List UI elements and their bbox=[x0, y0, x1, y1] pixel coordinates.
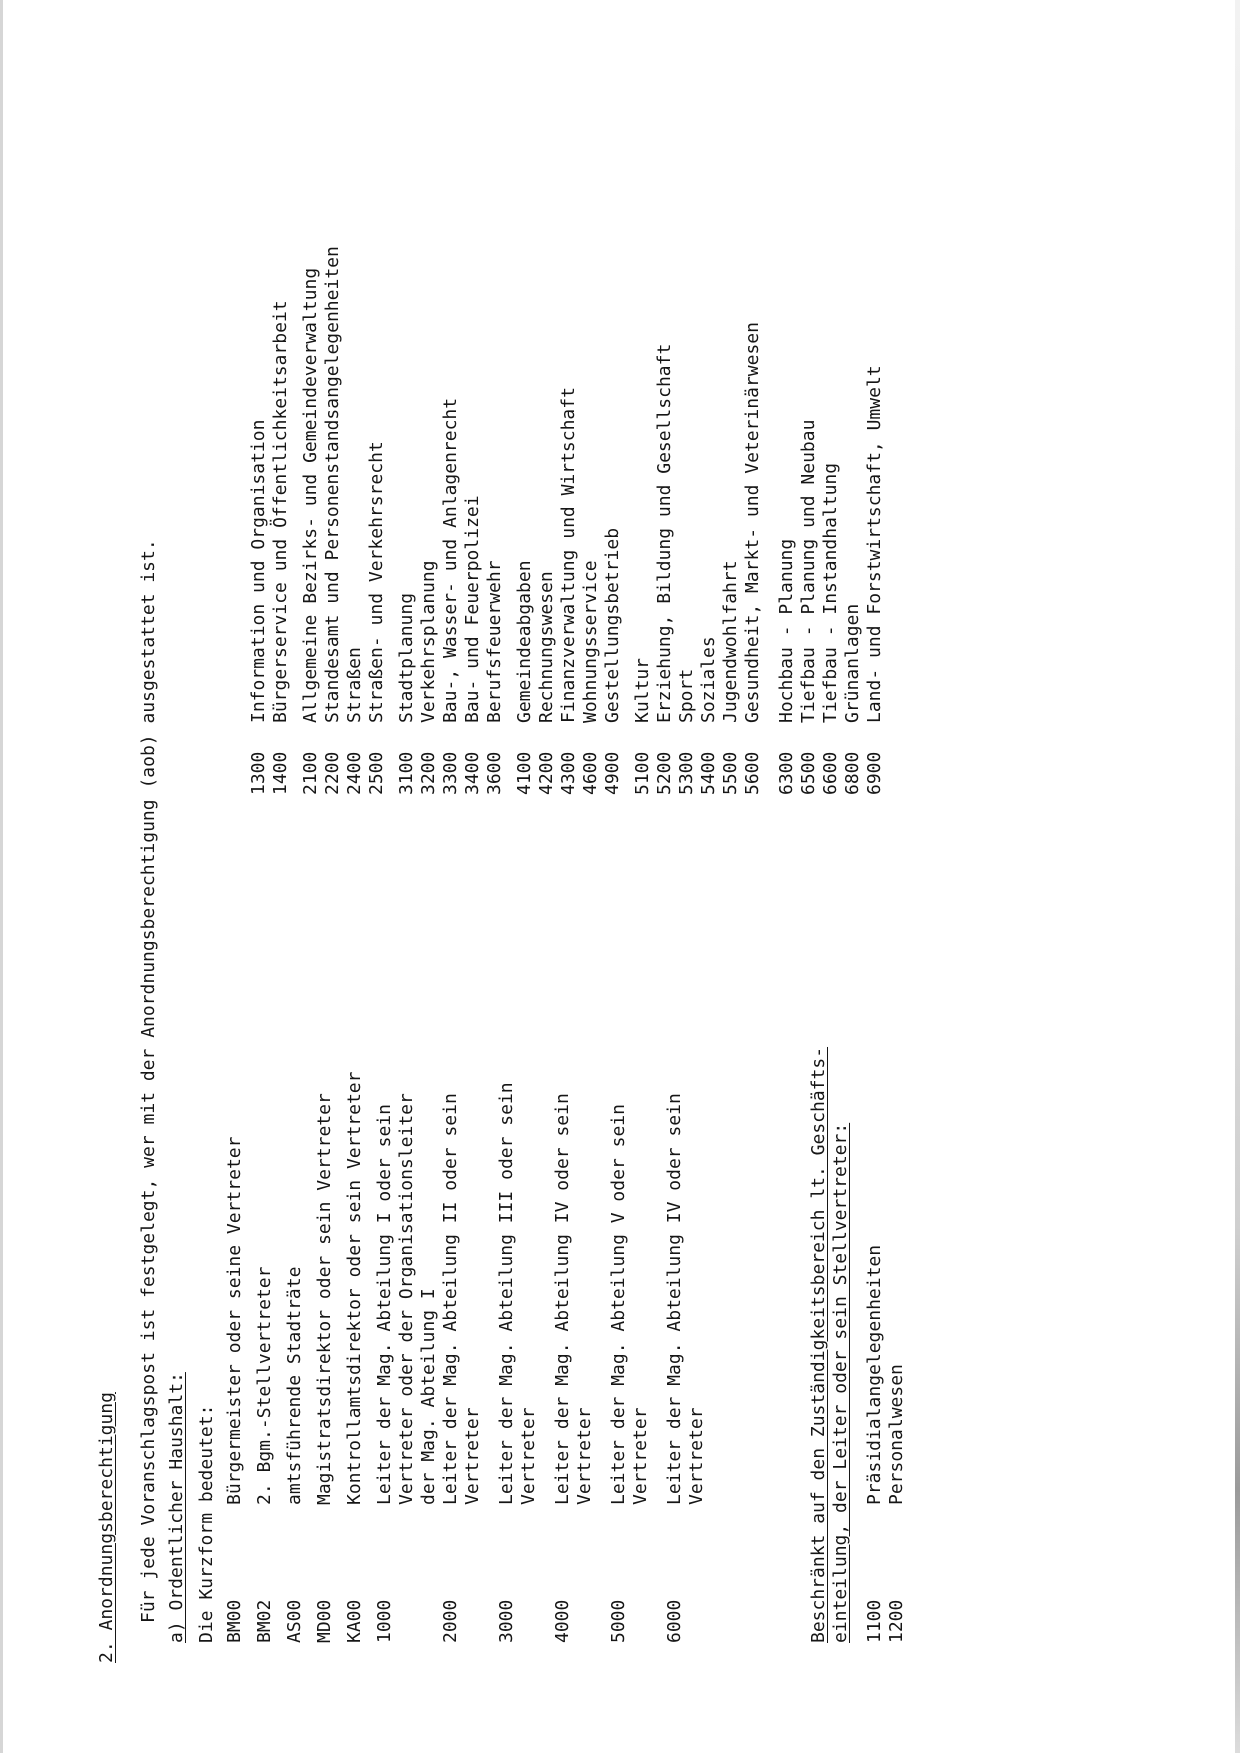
department-description: Tiefbau - Instandhaltung bbox=[820, 462, 841, 723]
department-code: 1400 bbox=[270, 751, 291, 795]
department-description: Straßen- und Verkehrsrecht bbox=[366, 441, 387, 723]
department-code: 4600 bbox=[580, 751, 601, 795]
abbreviation-description: Vertreter bbox=[462, 1407, 483, 1505]
abbreviation-code: AS00 bbox=[284, 1599, 305, 1643]
department-code: 5500 bbox=[720, 751, 741, 795]
department-code: 4300 bbox=[558, 751, 579, 795]
section-heading: 2. Anordnungsberechtigung bbox=[96, 1392, 117, 1663]
department-code: 3400 bbox=[462, 751, 483, 795]
department-code: 5600 bbox=[742, 751, 763, 795]
department-description: Verkehrsplanung bbox=[418, 560, 439, 723]
intro-paragraph: Für jede Voranschlagspost ist festgelegt, wer mit der Anordnungsberechtigung (aob) ausgestattet ist. bbox=[138, 539, 159, 1623]
department-code: 4100 bbox=[514, 751, 535, 795]
restricted-code: 1200 bbox=[886, 1599, 907, 1643]
abbreviation-code: 5000 bbox=[608, 1599, 629, 1643]
restricted-description: Personalwesen bbox=[886, 1364, 907, 1505]
abbreviation-description: Vertreter bbox=[686, 1407, 707, 1505]
abbreviation-code: 1000 bbox=[374, 1599, 395, 1643]
abbreviation-description: Vertreter bbox=[574, 1407, 595, 1505]
department-code: 2400 bbox=[344, 751, 365, 795]
department-description: Kultur bbox=[632, 657, 653, 723]
department-description: Wohnungsservice bbox=[580, 560, 601, 723]
department-code: 6800 bbox=[842, 751, 863, 795]
abbreviation-description: Vertreter bbox=[630, 1407, 651, 1505]
abbreviation-code: BM00 bbox=[224, 1599, 245, 1643]
department-code: 6900 bbox=[864, 751, 885, 795]
department-description: Grünanlagen bbox=[842, 603, 863, 723]
department-code: 3200 bbox=[418, 751, 439, 795]
restricted-heading-line-2: einteilung, der Leiter oder sein Stellvertreter: bbox=[830, 1122, 851, 1643]
department-description: Gemeindeabgaben bbox=[514, 560, 535, 723]
department-description: Stadtplanung bbox=[396, 592, 417, 723]
department-description: Straßen bbox=[344, 647, 365, 723]
department-code: 5100 bbox=[632, 751, 653, 795]
department-code: 2500 bbox=[366, 751, 387, 795]
restricted-heading-line-1: Beschränkt auf den Zuständigkeitsbereich lt. Geschäfts- bbox=[808, 1046, 829, 1643]
department-description: Bürgerservice und Öffentlichkeitsarbeit bbox=[270, 300, 291, 723]
abbreviation-code: 6000 bbox=[664, 1599, 685, 1643]
department-code: 3600 bbox=[484, 751, 505, 795]
restricted-description: Präsidialangelegenheiten bbox=[864, 1244, 885, 1505]
department-description: Rechnungswesen bbox=[536, 571, 557, 723]
department-description: Sport bbox=[676, 668, 697, 723]
abbreviation-code: 2000 bbox=[440, 1599, 461, 1643]
restricted-code: 1100 bbox=[864, 1599, 885, 1643]
department-code: 3300 bbox=[440, 751, 461, 795]
department-description: Standesamt und Personenstandsangelegenheiten bbox=[322, 246, 343, 723]
abbreviation-description: 2. Bgm.-Stellvertreter bbox=[254, 1266, 275, 1505]
department-code: 5200 bbox=[654, 751, 675, 795]
abbreviation-description: Leiter der Mag. Abteilung II oder sein bbox=[440, 1093, 461, 1505]
abbreviation-description: Magistratsdirektor oder sein Vertreter bbox=[314, 1093, 335, 1505]
department-code: 4200 bbox=[536, 751, 557, 795]
department-description: Information und Organisation bbox=[248, 419, 269, 723]
abbreviation-description: amtsführende Stadträte bbox=[284, 1266, 305, 1505]
department-code: 1300 bbox=[248, 751, 269, 795]
department-description: Finanzverwaltung und Wirtschaft bbox=[558, 387, 579, 723]
department-code: 4900 bbox=[602, 751, 623, 795]
department-description: Gestellungsbetrieb bbox=[602, 527, 623, 723]
abbreviation-description: Leiter der Mag. Abteilung IV oder sein bbox=[552, 1093, 573, 1505]
abbreviation-description: Vertreter bbox=[518, 1407, 539, 1505]
abbreviation-description: Leiter der Mag. Abteilung IV oder sein bbox=[664, 1093, 685, 1505]
abbreviation-description: Leiter der Mag. Abteilung V oder sein bbox=[608, 1104, 629, 1505]
department-code: 6600 bbox=[820, 751, 841, 795]
kurzform-intro: Die Kurzform bedeutet: bbox=[196, 1404, 217, 1643]
abbreviation-description: Kontrollamtsdirektor oder sein Vertreter bbox=[344, 1071, 365, 1505]
department-code: 5300 bbox=[676, 751, 697, 795]
department-code: 5400 bbox=[698, 751, 719, 795]
department-description: Bau-, Wasser- und Anlagenrecht bbox=[440, 397, 461, 723]
department-code: 2100 bbox=[300, 751, 321, 795]
department-code: 6500 bbox=[798, 751, 819, 795]
abbreviation-code: BM02 bbox=[254, 1599, 275, 1643]
department-description: Land- und Forstwirtschaft, Umwelt bbox=[864, 365, 885, 723]
department-description: Tiefbau - Planung und Neubau bbox=[798, 419, 819, 723]
abbreviation-description: Bürgermeister oder seine Vertreter bbox=[224, 1136, 245, 1505]
department-description: Jugendwohlfahrt bbox=[720, 560, 741, 723]
abbreviation-code: 4000 bbox=[552, 1599, 573, 1643]
subsection-heading: a) Ordentlicher Haushalt: bbox=[166, 1372, 187, 1643]
department-description: Gesundheit, Markt- und Veterinärwesen bbox=[742, 322, 763, 723]
abbreviation-description: Leiter der Mag. Abteilung I oder sein bbox=[374, 1104, 395, 1505]
abbreviation-description: der Mag. Abteilung I bbox=[418, 1288, 439, 1505]
department-description: Erziehung, Bildung und Gesellschaft bbox=[654, 343, 675, 723]
department-description: Allgemeine Bezirks- und Gemeindeverwaltung bbox=[300, 267, 321, 723]
department-code: 2200 bbox=[322, 751, 343, 795]
department-description: Hochbau - Planung bbox=[776, 538, 797, 723]
abbreviation-code: KA00 bbox=[344, 1599, 365, 1643]
department-code: 6300 bbox=[776, 751, 797, 795]
department-description: Berufsfeuerwehr bbox=[484, 560, 505, 723]
abbreviation-code: MD00 bbox=[314, 1599, 335, 1643]
department-description: Bau- und Feuerpolizei bbox=[462, 495, 483, 723]
abbreviation-description: Vertreter oder der Organisationsleiter bbox=[396, 1093, 417, 1505]
department-code: 3100 bbox=[396, 751, 417, 795]
abbreviation-code: 3000 bbox=[496, 1599, 517, 1643]
abbreviation-description: Leiter der Mag. Abteilung III oder sein bbox=[496, 1082, 517, 1505]
department-description: Soziales bbox=[698, 636, 719, 723]
